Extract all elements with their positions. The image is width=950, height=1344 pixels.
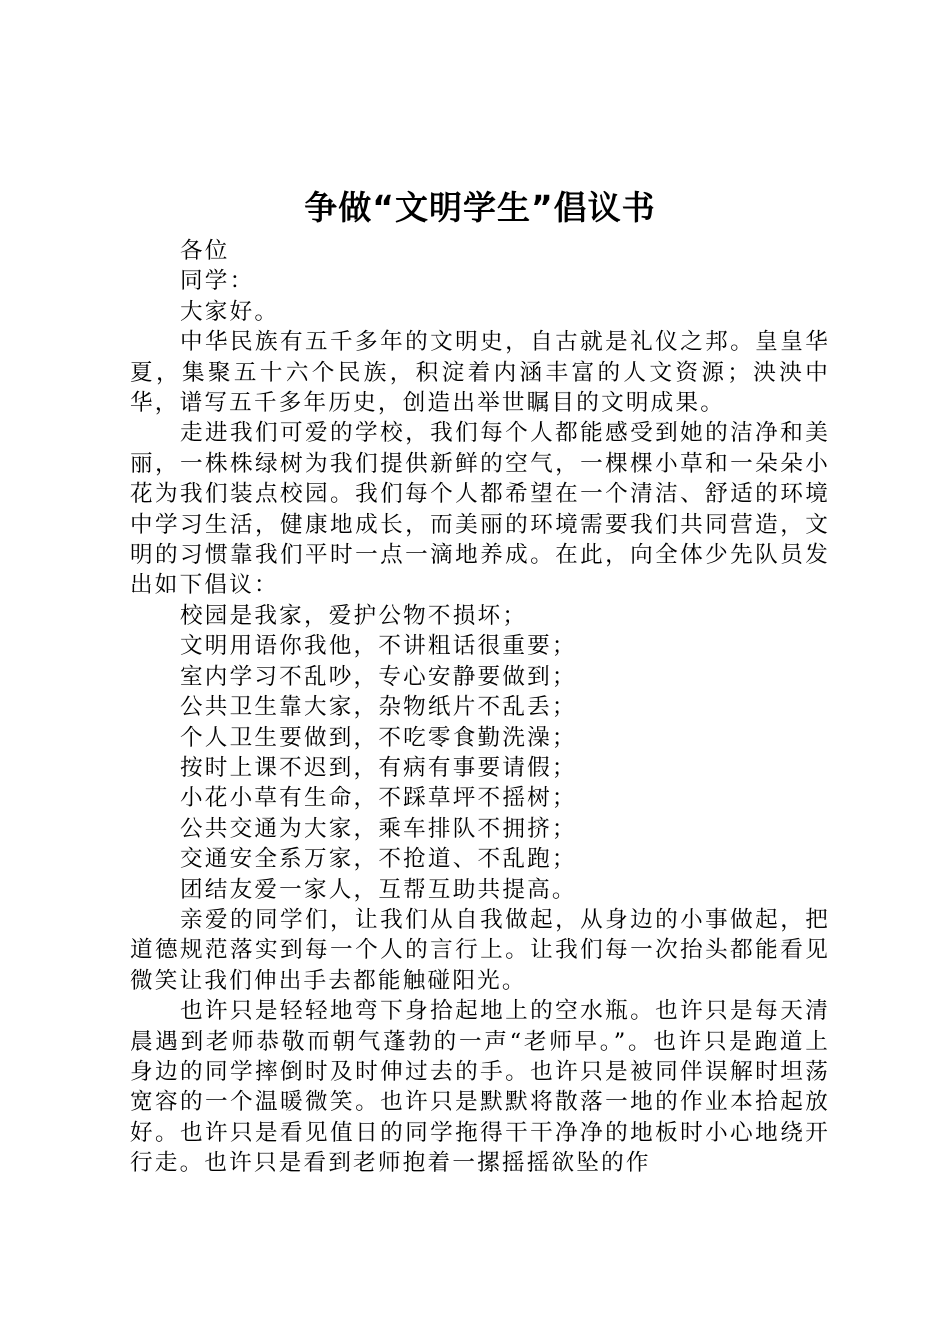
pledge-line: 个人卫生要做到，不吃零食勤洗澡；	[180, 724, 577, 751]
pledge-line: 公共交通为大家，乘车排队不拥挤；	[180, 815, 577, 842]
paragraph-call-to-action: 亲爱的同学们，让我们从自我做起，从身边的小事做起，把道德规范落实到每一个人的言行上。让我们每一次抬头都能看见微笑让我们伸出手去都能触碰阳光。	[130, 906, 830, 994]
paragraph-examples: 也许只是轻轻地弯下身拾起地上的空水瓶。也许只是每天清晨遇到老师恭敬而朝气蓬勃的一声“老师早。”。也许只是跑道上身边的同学摔倒时及时伸过去的手。也许只是被同伴误解时坦荡宽容的一个温暖微笑。也许只是默默将散落一地的作业本拾起放好。也许只是看见值日的同学拖得干干净净的地板时小心地绕开行走。也许只是看到老师抱着一摞摇摇欲坠的作	[130, 998, 830, 1177]
greeting-line-2: 同学：	[180, 268, 255, 295]
pledge-line: 室内学习不乱吵，专心安静要做到；	[180, 663, 577, 690]
paragraph-history: 中华民族有五千多年的文明史，自古就是礼仪之邦。皇皇华夏，集聚五十六个民族，积淀着内涵丰富的人文资源；泱泱中华，谱写五千多年历史，创造出举世瞩目的文明成果。	[130, 329, 830, 417]
pledge-line: 文明用语你我他，不讲粗话很重要；	[180, 633, 577, 660]
document-title: 争做“文明学生”倡议书	[304, 188, 656, 227]
pledge-line: 校园是我家，爱护公物不损坏；	[180, 602, 528, 629]
pledge-line: 交通安全系万家，不抢道、不乱跑；	[180, 846, 577, 873]
greeting-line-1: 各位	[180, 238, 230, 264]
document-body	[130, 236, 830, 1179]
paragraph-school: 走进我们可爱的学校，我们每个人都能感受到她的洁净和美丽，一株株绿树为我们提供新鲜的空气，一棵棵小草和一朵朵小花为我们装点校园。我们每个人都希望在一个清洁、舒适的环境中学习生活，健康地成长，而美丽的环境需要我们共同营造，文明的习惯靠我们平时一点一滴地养成。在此，向全体少先队员发出如下倡议：	[130, 420, 830, 599]
pledge-line: 公共卫生靠大家，杂物纸片不乱丢；	[180, 694, 577, 721]
pledge-line: 团结友爱一家人，互帮互助共提高。	[180, 876, 577, 903]
pledge-line: 小花小草有生命，不踩草坪不摇树；	[180, 785, 577, 812]
greeting-line-3: 大家好。	[180, 298, 280, 325]
pledge-line: 按时上课不迟到，有病有事要请假；	[180, 754, 577, 781]
